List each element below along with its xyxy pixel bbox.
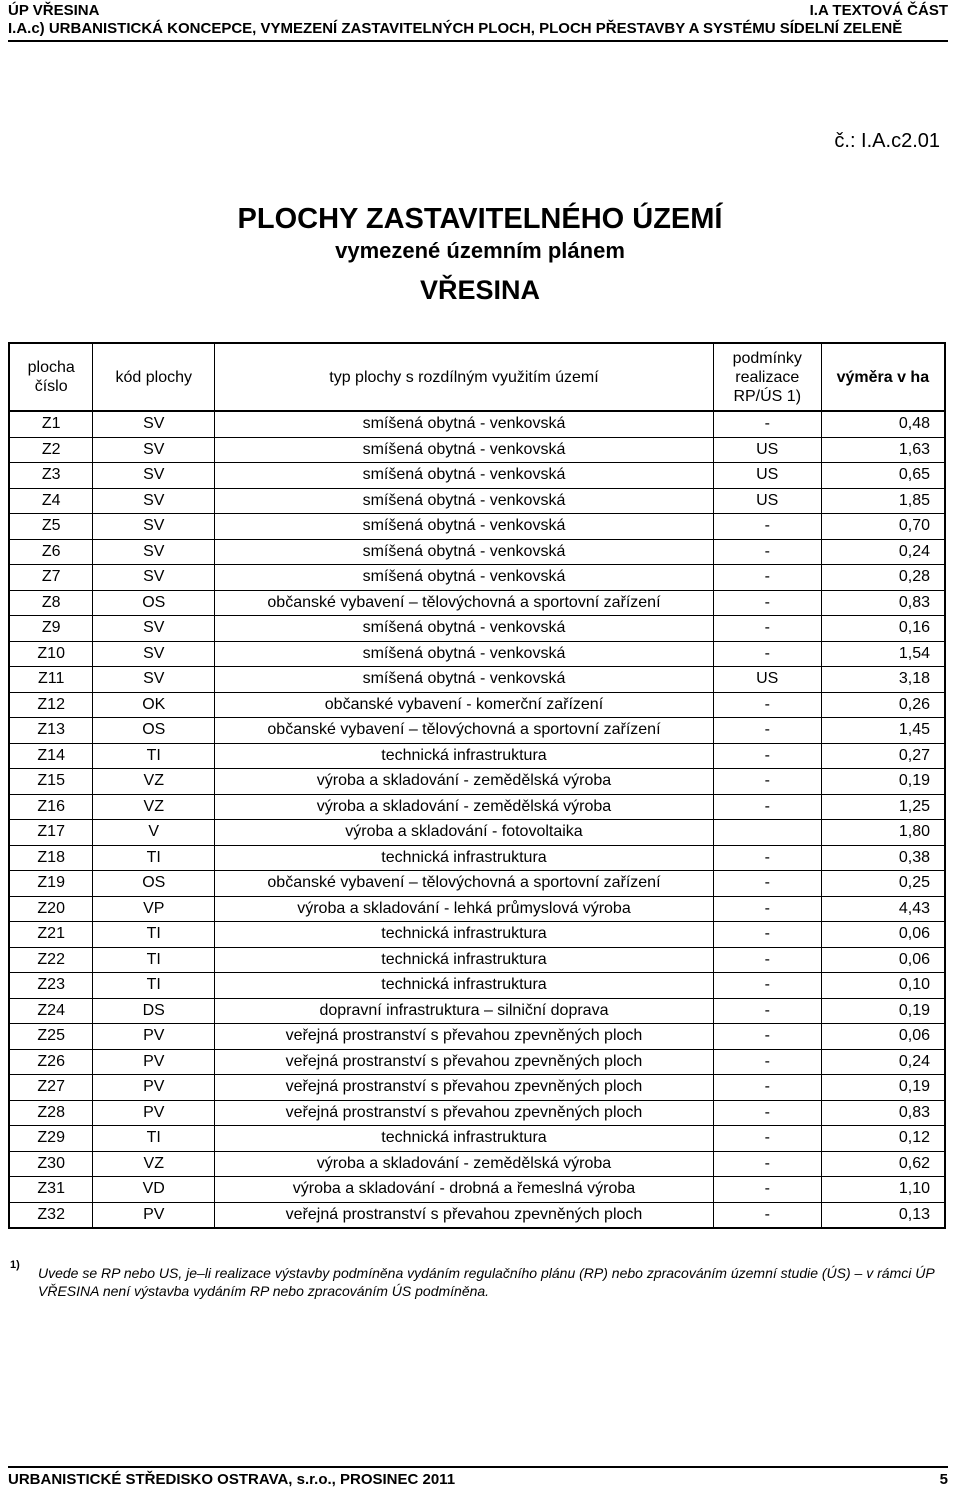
cell-podminky: US: [713, 437, 821, 463]
table-row: [9, 820, 945, 846]
cell-podminky: -: [713, 641, 821, 667]
cell-podminky: -: [713, 1049, 821, 1075]
cell-plocha-cislo: Z17: [9, 820, 93, 846]
cell-podminky: [713, 820, 821, 846]
page-header-top: [8, 2, 948, 20]
cell-typ-plochy: smíšená obytná - venkovská: [215, 539, 714, 565]
table-row: [9, 488, 945, 514]
cell-plocha-cislo: Z18: [9, 845, 93, 871]
cell-typ-plochy: technická infrastruktura: [215, 743, 714, 769]
cell-podminky: -: [713, 947, 821, 973]
cell-vymera: 3,18: [821, 667, 945, 693]
cell-podminky: -: [713, 616, 821, 642]
table-row: [9, 1126, 945, 1152]
cell-kod-plochy: TI: [93, 743, 215, 769]
cell-kod-plochy: OS: [93, 590, 215, 616]
cell-vymera: 0,27: [821, 743, 945, 769]
cell-typ-plochy: veřejná prostranství s převahou zpevněných ploch: [215, 1024, 714, 1050]
table-row: [9, 411, 945, 437]
table-row: [9, 1024, 945, 1050]
cell-plocha-cislo: Z31: [9, 1177, 93, 1203]
cell-vymera: 0,26: [821, 692, 945, 718]
cell-typ-plochy: veřejná prostranství s převahou zpevněných ploch: [215, 1049, 714, 1075]
table-row: [9, 590, 945, 616]
cell-typ-plochy: smíšená obytná - venkovská: [215, 411, 714, 437]
cell-plocha-cislo: Z11: [9, 667, 93, 693]
cell-podminky: -: [713, 539, 821, 565]
cell-vymera: 0,06: [821, 1024, 945, 1050]
cell-plocha-cislo: Z8: [9, 590, 93, 616]
cell-vymera: 0,16: [821, 616, 945, 642]
page-number: 5: [939, 1471, 948, 1488]
cell-podminky: -: [713, 1126, 821, 1152]
cell-vymera: 0,48: [821, 411, 945, 437]
cell-plocha-cislo: Z16: [9, 794, 93, 820]
table-row: [9, 539, 945, 565]
header-chapter-title: I.A.c) URBANISTICKÁ KONCEPCE, VYMEZENÍ ZASTAVITELNÝCH PLOCH, PLOCH PŘESTAVBY A SYSTÉMU SÍDELNÍ ZELENĚ: [8, 20, 948, 42]
header-text: podmínky: [732, 349, 802, 367]
cell-vymera: 0,12: [821, 1126, 945, 1152]
cell-kod-plochy: TI: [93, 922, 215, 948]
cell-plocha-cislo: Z23: [9, 973, 93, 999]
cell-podminky: -: [713, 871, 821, 897]
cell-kod-plochy: SV: [93, 641, 215, 667]
cell-podminky: US: [713, 488, 821, 514]
cell-podminky: -: [713, 514, 821, 540]
footnote: [10, 1256, 950, 1300]
cell-vymera: 0,13: [821, 1202, 945, 1228]
cell-podminky: -: [713, 1151, 821, 1177]
cell-plocha-cislo: Z4: [9, 488, 93, 514]
cell-kod-plochy: SV: [93, 488, 215, 514]
header-document-title: ÚP VŘESINA: [8, 2, 100, 19]
cell-typ-plochy: občanské vybavení – tělovýchovná a sportovní zařízení: [215, 871, 714, 897]
cell-kod-plochy: PV: [93, 1202, 215, 1228]
cell-podminky: -: [713, 1024, 821, 1050]
table-row: [9, 794, 945, 820]
cell-typ-plochy: smíšená obytná - venkovská: [215, 437, 714, 463]
table-header-row: [9, 343, 945, 411]
cell-vymera: 0,19: [821, 1075, 945, 1101]
table-row: [9, 896, 945, 922]
cell-typ-plochy: smíšená obytná - venkovská: [215, 641, 714, 667]
cell-typ-plochy: smíšená obytná - venkovská: [215, 616, 714, 642]
document-number: č.: I.A.c2.01: [834, 130, 940, 152]
cell-vymera: 0,19: [821, 998, 945, 1024]
table-body: [9, 411, 945, 1228]
cell-plocha-cislo: Z6: [9, 539, 93, 565]
table-row: [9, 437, 945, 463]
cell-vymera: 0,28: [821, 565, 945, 591]
table-row: [9, 998, 945, 1024]
cell-plocha-cislo: Z3: [9, 463, 93, 489]
cell-kod-plochy: TI: [93, 845, 215, 871]
cell-plocha-cislo: Z5: [9, 514, 93, 540]
cell-typ-plochy: výroba a skladování - zemědělská výroba: [215, 794, 714, 820]
cell-vymera: 0,19: [821, 769, 945, 795]
cell-typ-plochy: technická infrastruktura: [215, 922, 714, 948]
cell-plocha-cislo: Z24: [9, 998, 93, 1024]
cell-plocha-cislo: Z7: [9, 565, 93, 591]
table-row: [9, 463, 945, 489]
cell-plocha-cislo: Z29: [9, 1126, 93, 1152]
cell-typ-plochy: smíšená obytná - venkovská: [215, 488, 714, 514]
cell-vymera: 0,24: [821, 539, 945, 565]
cell-vymera: 0,24: [821, 1049, 945, 1075]
cell-typ-plochy: výroba a skladování - zemědělská výroba: [215, 769, 714, 795]
cell-plocha-cislo: Z15: [9, 769, 93, 795]
cell-plocha-cislo: Z20: [9, 896, 93, 922]
cell-kod-plochy: SV: [93, 616, 215, 642]
cell-kod-plochy: OK: [93, 692, 215, 718]
col-header-plocha: [9, 343, 93, 411]
cell-podminky: -: [713, 769, 821, 795]
table-row: [9, 692, 945, 718]
cell-plocha-cislo: Z19: [9, 871, 93, 897]
cell-typ-plochy: veřejná prostranství s převahou zpevněných ploch: [215, 1202, 714, 1228]
cell-vymera: 0,65: [821, 463, 945, 489]
table-row: [9, 769, 945, 795]
cell-podminky: -: [713, 743, 821, 769]
table-row: [9, 1049, 945, 1075]
cell-vymera: 4,43: [821, 896, 945, 922]
cell-podminky: -: [713, 922, 821, 948]
cell-typ-plochy: smíšená obytná - venkovská: [215, 463, 714, 489]
table-row: [9, 743, 945, 769]
cell-kod-plochy: SV: [93, 667, 215, 693]
cell-plocha-cislo: Z22: [9, 947, 93, 973]
cell-typ-plochy: technická infrastruktura: [215, 1126, 714, 1152]
cell-vymera: 1,54: [821, 641, 945, 667]
cell-plocha-cislo: Z12: [9, 692, 93, 718]
cell-typ-plochy: občanské vybavení - komerční zařízení: [215, 692, 714, 718]
col-header-podminky: [713, 343, 821, 411]
cell-kod-plochy: TI: [93, 1126, 215, 1152]
cell-typ-plochy: výroba a skladování - zemědělská výroba: [215, 1151, 714, 1177]
cell-plocha-cislo: Z32: [9, 1202, 93, 1228]
cell-vymera: 0,38: [821, 845, 945, 871]
cell-plocha-cislo: Z21: [9, 922, 93, 948]
cell-typ-plochy: veřejná prostranství s převahou zpevněných ploch: [215, 1100, 714, 1126]
cell-kod-plochy: PV: [93, 1049, 215, 1075]
cell-kod-plochy: TI: [93, 947, 215, 973]
cell-podminky: -: [713, 1100, 821, 1126]
table-row: [9, 616, 945, 642]
cell-vymera: 1,85: [821, 488, 945, 514]
cell-vymera: 0,70: [821, 514, 945, 540]
cell-typ-plochy: výroba a skladování - drobná a řemeslná výroba: [215, 1177, 714, 1203]
cell-kod-plochy: VD: [93, 1177, 215, 1203]
page-subtitle: vymezené územním plánem: [335, 238, 625, 263]
cell-typ-plochy: výroba a skladování - fotovoltaika: [215, 820, 714, 846]
cell-vymera: 0,62: [821, 1151, 945, 1177]
cell-typ-plochy: smíšená obytná - venkovská: [215, 565, 714, 591]
table-row: [9, 845, 945, 871]
cell-podminky: -: [713, 1177, 821, 1203]
cell-kod-plochy: SV: [93, 514, 215, 540]
cell-podminky: -: [713, 590, 821, 616]
cell-typ-plochy: technická infrastruktura: [215, 947, 714, 973]
footnote-text: Uvede se RP nebo US, je–li realizace výstavby podmíněna vydáním regulačního plánu (RP) nebo zpracováním územní studie (ÚS) – v rámci ÚP VŘESINA není výstavba vydáním RP nebo zpracováním ÚS podmíněna.: [38, 1265, 935, 1299]
cell-podminky: US: [713, 463, 821, 489]
cell-kod-plochy: SV: [93, 565, 215, 591]
cell-kod-plochy: PV: [93, 1100, 215, 1126]
table-row: [9, 1202, 945, 1228]
cell-kod-plochy: TI: [93, 973, 215, 999]
table-row: [9, 947, 945, 973]
cell-kod-plochy: VZ: [93, 1151, 215, 1177]
page-place-name: VŘESINA: [419, 275, 541, 305]
cell-vymera: 0,83: [821, 590, 945, 616]
cell-typ-plochy: smíšená obytná - venkovská: [215, 514, 714, 540]
cell-typ-plochy: technická infrastruktura: [215, 845, 714, 871]
table-row: [9, 641, 945, 667]
table-row: [9, 718, 945, 744]
page-title: PLOCHY ZASTAVITELNÉHO ÚZEMÍ: [237, 203, 723, 235]
footnote-mark: 1): [10, 1259, 20, 1271]
cell-typ-plochy: občanské vybavení – tělovýchovná a sportovní zařízení: [215, 590, 714, 616]
table-row: [9, 1151, 945, 1177]
cell-podminky: -: [713, 1075, 821, 1101]
header-text: realizace: [735, 368, 800, 386]
cell-plocha-cislo: Z10: [9, 641, 93, 667]
cell-podminky: -: [713, 973, 821, 999]
cell-plocha-cislo: Z14: [9, 743, 93, 769]
table-row: [9, 667, 945, 693]
cell-plocha-cislo: Z27: [9, 1075, 93, 1101]
col-header-vymera: výměra v ha: [821, 343, 945, 411]
cell-podminky: -: [713, 998, 821, 1024]
header-text: číslo: [34, 378, 68, 395]
cell-vymera: 1,80: [821, 820, 945, 846]
cell-typ-plochy: technická infrastruktura: [215, 973, 714, 999]
cell-podminky: -: [713, 565, 821, 591]
cell-vymera: 1,45: [821, 718, 945, 744]
cell-vymera: 1,25: [821, 794, 945, 820]
table-row: [9, 565, 945, 591]
cell-plocha-cislo: Z9: [9, 616, 93, 642]
cell-typ-plochy: smíšená obytná - venkovská: [215, 667, 714, 693]
cell-kod-plochy: VZ: [93, 769, 215, 795]
cell-plocha-cislo: Z1: [9, 411, 93, 437]
cell-podminky: -: [713, 845, 821, 871]
cell-kod-plochy: V: [93, 820, 215, 846]
cell-kod-plochy: PV: [93, 1075, 215, 1101]
table-row: [9, 871, 945, 897]
cell-podminky: -: [713, 411, 821, 437]
cell-plocha-cislo: Z13: [9, 718, 93, 744]
cell-vymera: 1,63: [821, 437, 945, 463]
cell-podminky: US: [713, 667, 821, 693]
cell-typ-plochy: veřejná prostranství s převahou zpevněných ploch: [215, 1075, 714, 1101]
cell-plocha-cislo: Z25: [9, 1024, 93, 1050]
cell-kod-plochy: SV: [93, 539, 215, 565]
table-row: [9, 973, 945, 999]
cell-podminky: -: [713, 692, 821, 718]
cell-kod-plochy: DS: [93, 998, 215, 1024]
areas-table: [8, 342, 946, 1229]
header-text: RP/ÚS 1): [733, 387, 802, 405]
table-row: [9, 922, 945, 948]
cell-vymera: 0,10: [821, 973, 945, 999]
cell-typ-plochy: výroba a skladování - lehká průmyslová výroba: [215, 896, 714, 922]
cell-kod-plochy: SV: [93, 411, 215, 437]
table-row: [9, 1075, 945, 1101]
cell-podminky: -: [713, 896, 821, 922]
cell-vymera: 0,83: [821, 1100, 945, 1126]
cell-plocha-cislo: Z28: [9, 1100, 93, 1126]
cell-vymera: 0,25: [821, 871, 945, 897]
header-text: plocha: [27, 359, 75, 376]
page-footer: [8, 1466, 948, 1488]
footer-company: URBANISTICKÉ STŘEDISKO OSTRAVA, s.r.o., PROSINEC 2011: [8, 1471, 456, 1488]
cell-plocha-cislo: Z26: [9, 1049, 93, 1075]
table-row: [9, 514, 945, 540]
cell-vymera: 0,06: [821, 922, 945, 948]
cell-podminky: -: [713, 794, 821, 820]
cell-kod-plochy: PV: [93, 1024, 215, 1050]
col-header-kod: kód plochy: [93, 343, 215, 411]
cell-plocha-cislo: Z30: [9, 1151, 93, 1177]
cell-kod-plochy: OS: [93, 871, 215, 897]
cell-vymera: 1,10: [821, 1177, 945, 1203]
cell-kod-plochy: SV: [93, 437, 215, 463]
cell-vymera: 0,06: [821, 947, 945, 973]
cell-kod-plochy: VZ: [93, 794, 215, 820]
cell-kod-plochy: OS: [93, 718, 215, 744]
header-section-title: I.A TEXTOVÁ ČÁST: [809, 2, 948, 19]
cell-kod-plochy: SV: [93, 463, 215, 489]
cell-typ-plochy: dopravní infrastruktura – silniční doprava: [215, 998, 714, 1024]
cell-podminky: -: [713, 718, 821, 744]
col-header-typ: typ plochy s rozdílným využitím území: [215, 343, 714, 411]
cell-kod-plochy: VP: [93, 896, 215, 922]
table-row: [9, 1177, 945, 1203]
cell-plocha-cislo: Z2: [9, 437, 93, 463]
cell-podminky: -: [713, 1202, 821, 1228]
cell-typ-plochy: občanské vybavení – tělovýchovná a sportovní zařízení: [215, 718, 714, 744]
table-row: [9, 1100, 945, 1126]
